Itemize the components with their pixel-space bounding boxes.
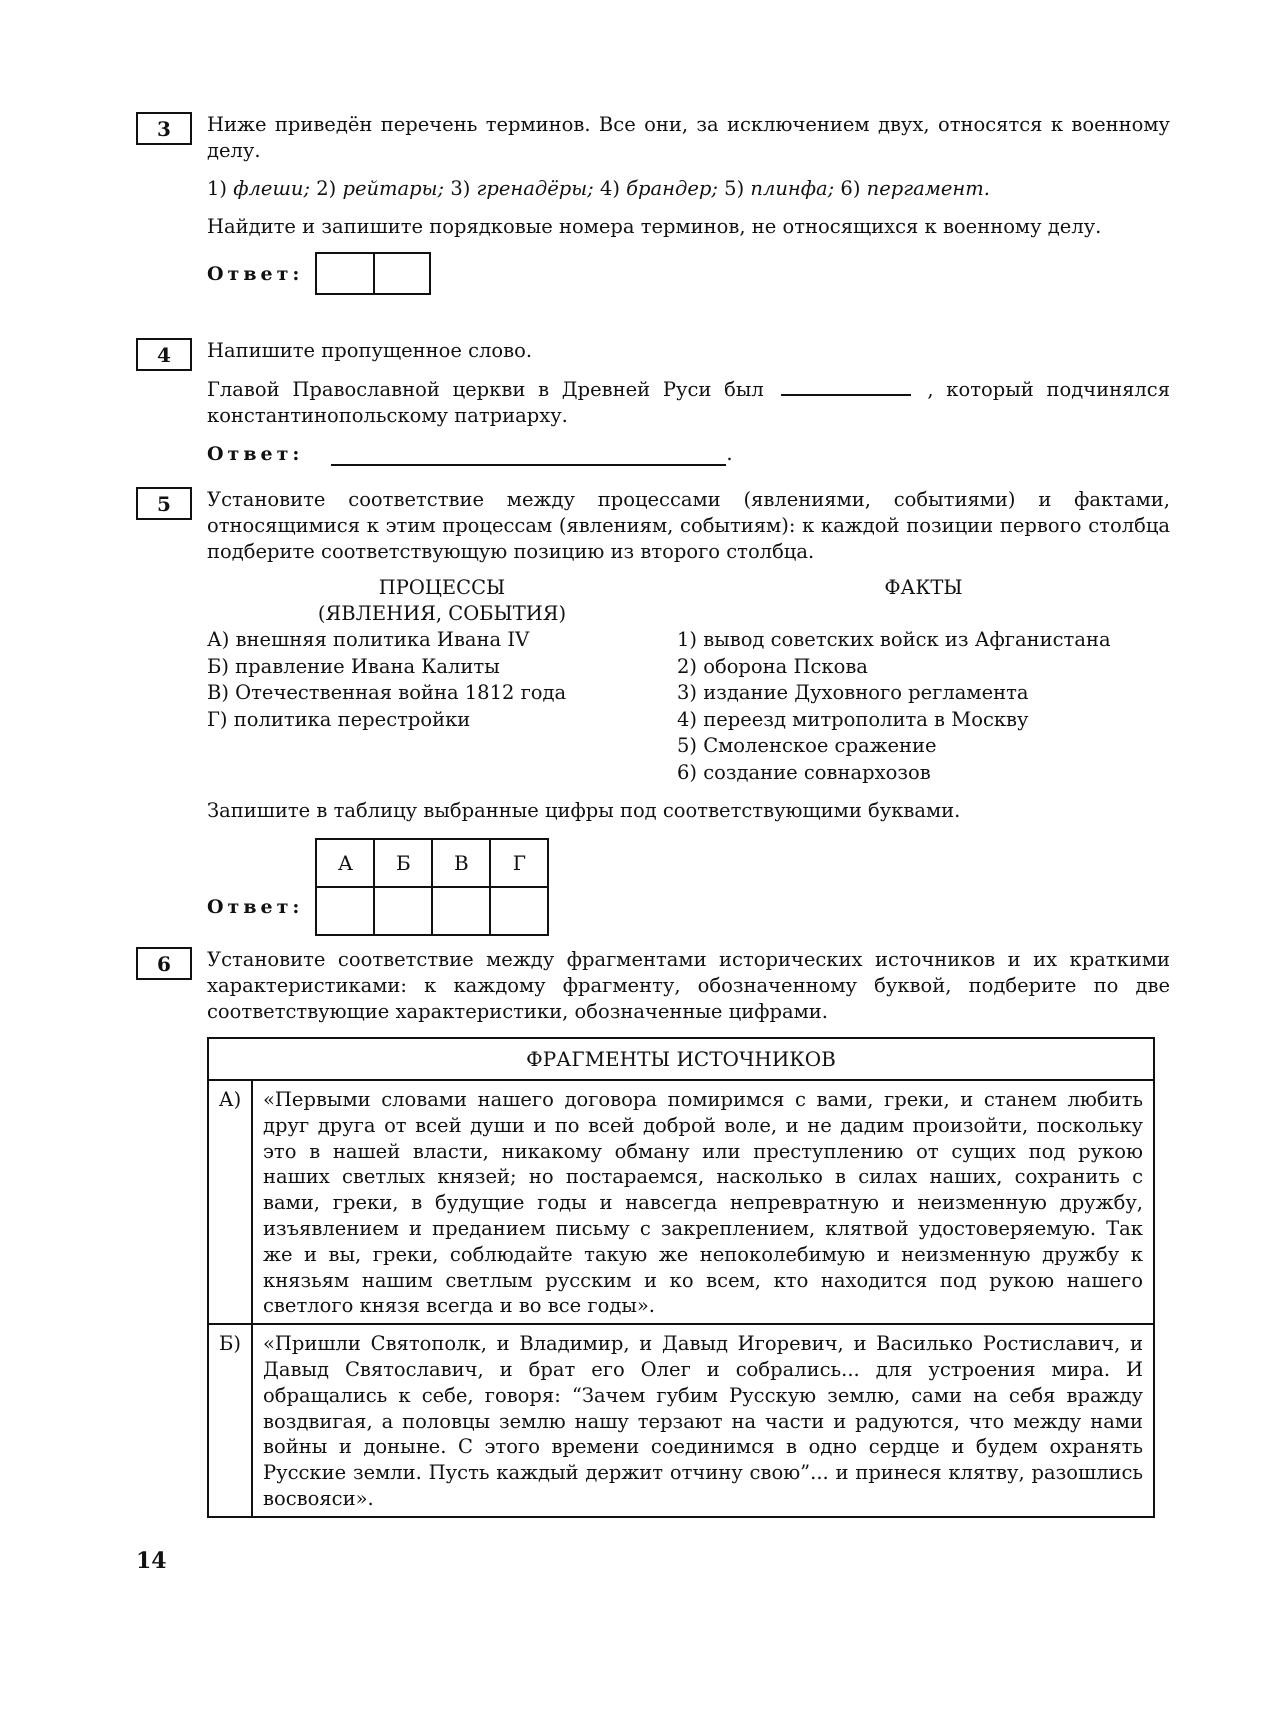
task-number-box: 3 xyxy=(136,112,192,145)
answer-label: Ответ: xyxy=(207,896,304,918)
column-letter: В xyxy=(432,839,490,887)
answer-input[interactable] xyxy=(331,442,726,466)
task-3 xyxy=(136,112,1170,295)
fact-item: 6) создание совнархозов xyxy=(677,760,931,784)
process-item: Б) правление Ивана Калиты xyxy=(207,654,500,678)
term: пергамент. xyxy=(866,177,990,200)
task-instruction: Найдите и запишите порядковые номера терминов, не относящихся к военному делу. xyxy=(207,215,1102,238)
task-intro: Ниже приведён перечень терминов. Все они, за исключением двух, относятся к военному делу. xyxy=(207,113,1170,162)
fill-in-sentence: Главой Православной церкви в Древней Руси был , который подчинялся константинопольскому патриарху. xyxy=(207,378,1171,427)
process-item: В) Отечественная война 1812 года xyxy=(207,681,567,704)
task-instruction: Запишите в таблицу выбранные цифры под соответствующими буквами. xyxy=(207,799,961,822)
task-intro: Установите соответствие между процессами (явлениями, событиями) и фактами, относящимися к этим процессам (явлениям, событиям): к каждой позиции первого столбца подберите соответствующую позицию из второго столбца. xyxy=(207,488,1170,563)
answer-cell[interactable] xyxy=(373,254,429,293)
answer-table xyxy=(315,838,549,936)
answer-cells xyxy=(315,252,431,295)
fact-item: 5) Смоленское сражение xyxy=(677,734,937,757)
answer-label: Ответ: xyxy=(207,262,304,285)
process-item: А) внешняя политика Ивана IV xyxy=(207,628,530,651)
fragment-text: «Пришли Святополк, и Владимир, и Давыд Игоревич, и Василько Ростиславич, и Давыд Святославич, и брат его Олег и собрались... для устроения мира. И обращались к себе, говоря: “Зачем губим Русскую землю, сами на себя вражду воздвигая, а половцы землю нашу терзают на части и радуются, что между нами войны и доныне. С этого времени соединимся в одно сердце и будем охранять Русские земли. Пусть каждый держит отчину свою”... и принеся клятву, разошлись восвояси». xyxy=(252,1324,1154,1517)
fragment-letter: Б) xyxy=(208,1324,252,1517)
term: брандер; xyxy=(626,177,718,200)
page-number: 14 xyxy=(136,1548,167,1574)
fragment-text: «Первыми словами нашего договора помиримся с вами, греки, и станем любить друг друга от всей души и по всей доброй воле, и не дадим произойти, поскольку это в нашей власти, никакому обману или преступлению от сущих под рукою наших светлых князей; но постараемся, насколько в силах наших, сохранить с вами, греки, в будущие годы и навсегда непревратную и неизменную дружбу, изъявлением и преданием письму с закреплением, клятвой удостоверяемую. Так же и вы, греки, соблюдайте такую же непоколебимую и неизменную дружбу к князьям нашим светлым русским и ко всем, кто находится под рукою нашего светлого князя всегда и во все годы». xyxy=(252,1080,1154,1324)
process-item: Г) политика перестройки xyxy=(207,707,471,731)
task-number-box: 5 xyxy=(136,487,192,520)
fact-item: 2) оборона Пскова xyxy=(677,654,868,678)
fact-item: 3) издание Духовного регламента xyxy=(677,681,1029,704)
task-number-box: 4 xyxy=(136,338,192,371)
answer-cell[interactable] xyxy=(490,887,548,935)
answer-label: Ответ: xyxy=(207,443,304,465)
task-6 xyxy=(136,947,1170,1518)
task-intro: Напишите пропущенное слово. xyxy=(207,339,533,362)
term: флеши; xyxy=(233,177,311,200)
facts-column: ФАКТЫ 1) вывод советских войск из Афганистана 2) оборона Пскова 3) издание Духовного регламента 4) переезд митрополита в Москву 5) Смоленское сражение 6) создание совнархозов xyxy=(677,575,1170,786)
blank-line xyxy=(781,376,911,396)
fragment-row xyxy=(208,1080,1154,1324)
column-letter: Г xyxy=(490,839,548,887)
task-5 xyxy=(136,487,1170,936)
term: гренадёры; xyxy=(476,177,594,200)
fragment-row xyxy=(208,1324,1154,1517)
term: плинфа; xyxy=(750,177,835,200)
answer-cell[interactable] xyxy=(317,254,373,293)
fragments-table-header: ФРАГМЕНТЫ ИСТОЧНИКОВ xyxy=(208,1038,1154,1080)
terms-list: 1) флеши; 2) рейтары; 3) гренадёры; 4) брандер; 5) плинфа; 6) пергамент. xyxy=(207,177,990,200)
term: рейтары; xyxy=(342,177,445,200)
task-number-box: 6 xyxy=(136,947,192,980)
task-intro: Установите соответствие между фрагментами исторических источников и их краткими характеристиками: к каждому фрагменту, обозначенному буквой, подберите по две соответствующие характеристики, обозначенные цифрами. xyxy=(207,948,1170,1023)
fact-item: 4) переезд митрополита в Москву xyxy=(677,707,1029,731)
task-4: 4 Напишите пропущенное слово. Главой Православной церкви в Древней Руси был , который подчинялся константинопольскому патриарху. Ответ: . xyxy=(136,338,1170,467)
fragments-table xyxy=(207,1037,1155,1518)
answer-cell[interactable] xyxy=(374,887,432,935)
fact-item: 1) вывод советских войск из Афганистана xyxy=(677,628,1111,651)
answer-cell[interactable] xyxy=(432,887,490,935)
answer-cell[interactable] xyxy=(316,887,374,935)
column-letter: Б xyxy=(374,839,432,887)
fragment-letter: А) xyxy=(208,1080,252,1324)
column-letter: А xyxy=(316,839,374,887)
processes-column: ПРОЦЕССЫ (ЯВЛЕНИЯ, СОБЫТИЯ) А) внешняя политика Ивана IV Б) правление Ивана Калиты В) Отечественная война 1812 года Г) политика перестройки xyxy=(207,575,677,786)
